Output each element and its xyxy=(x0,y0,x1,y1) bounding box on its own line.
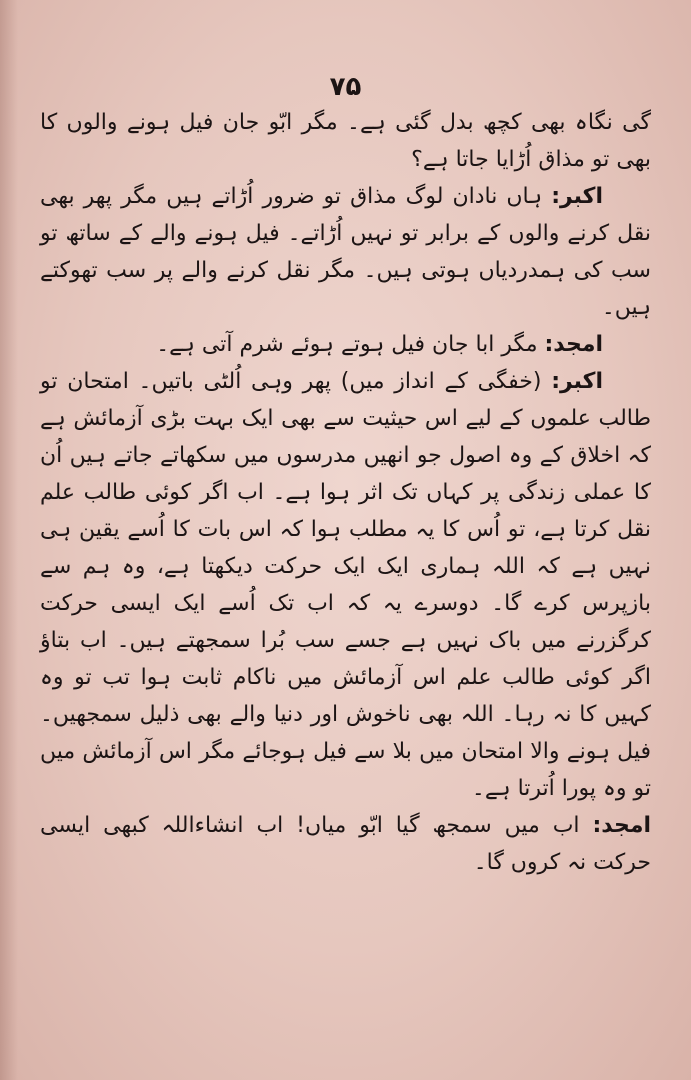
page-number: ۷۵ xyxy=(329,72,362,102)
paragraph-text: گی نگاہ بھی کچھ بدل گئی ہے۔ مگر ابّو جان فیل ہونے والوں کا بھی تو مذاق اُڑایا جاتا ہے؟ xyxy=(40,110,651,172)
speaker-label: اکبر: xyxy=(551,369,603,394)
paragraph-amjad-1 xyxy=(40,326,651,363)
speaker-label: اکبر: xyxy=(551,184,603,209)
paragraph-continuation xyxy=(40,104,651,178)
speaker-label: امجد: xyxy=(544,332,603,357)
paragraph-text: (خفگی کے انداز میں) پھر وہی اُلٹی باتیں۔ امتحان تو طالب علموں کے لیے اس حیثیت سے بھی ایک بہت بڑی آزمائش ہے کہ اخلاق کے وہ اصول جو انھیں مدرسوں میں سکھاتے جاتے ہیں اُن کا عملی زندگی پر کہاں تک اثر ہوا ہے۔ اب اگر کوئی طالب علم نقل کرتا ہے، تو اُس کا یہ مطلب ہوا کہ اس بات کا اُسے یقین ہی نہیں ہے کہ اللہ ہماری ایک ایک حرکت دیکھتا ہے، وہ ہم سے بازپرس کرے گا۔ دوسرے یہ کہ اب تک اُسے ایک ایسی حرکت کرگزرنے میں باک نہیں ہے جسے سب بُرا سمجھتے ہیں۔ اب بتاؤ اگر کوئی طالب علم اس آزمائش میں ناکام ثابت ہوا تب تو وہ کہیں کا نہ رہا۔ اللہ بھی ناخوش اور دنیا والے بھی ذلیل سمجھیں۔ فیل ہونے والا امتحان میں بلا سے فیل ہوجائے مگر اس آزمائش میں تو وہ پورا اُترتا ہے۔ xyxy=(40,369,651,801)
paragraph-akbar-1 xyxy=(40,178,651,326)
paragraph-akbar-2 xyxy=(40,363,651,807)
page-text xyxy=(40,104,651,881)
speaker-label: امجد: xyxy=(592,813,651,838)
binding-shadow xyxy=(0,0,18,1080)
paragraph-text: مگر ابا جان فیل ہوتے ہوئے شرم آتی ہے۔ xyxy=(156,332,545,357)
paragraph-amjad-2 xyxy=(40,807,651,881)
paragraph-text: اب میں سمجھ گیا ابّو میاں! اب انشاءاللہ کبھی ایسی حرکت نہ کروں گا۔ xyxy=(40,813,651,875)
paragraph-text: ہاں نادان لوگ مذاق تو ضرور اُڑاتے ہیں مگر پھر بھی نقل کرنے والوں کے برابر تو نہیں اُڑاتے۔ فیل ہونے والے کے ساتھ تو سب کی ہمدردیاں ہوتی ہیں۔ مگر نقل کرنے والے پر سب تھوکتے ہیں۔ xyxy=(40,184,651,320)
